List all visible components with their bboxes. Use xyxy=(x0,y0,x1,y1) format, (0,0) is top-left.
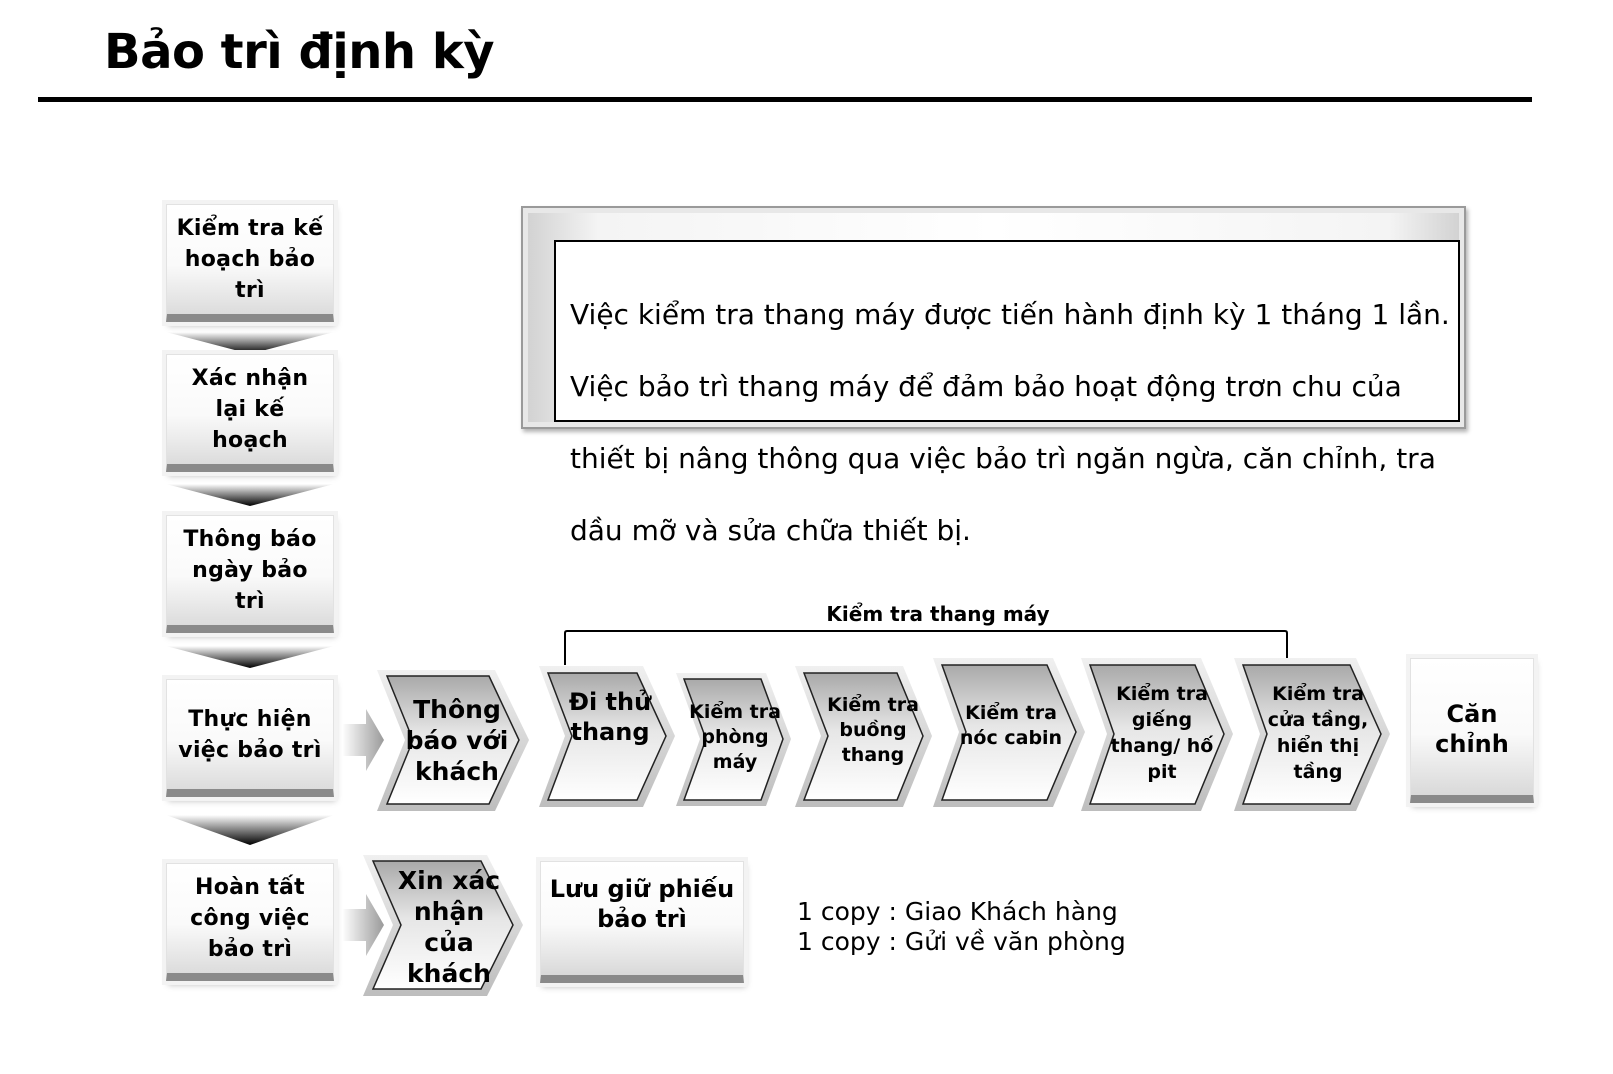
step-adjustment: Căn chỉnh xyxy=(1410,658,1534,803)
chevron-cabin-roof xyxy=(933,658,1085,807)
chevron-landing-door xyxy=(1234,658,1390,811)
chevron-shaft-pit xyxy=(1081,658,1233,811)
step-notify-date: Thông báo ngày bảo trì xyxy=(166,515,334,633)
chevron-label: Đi thử thang xyxy=(568,688,652,746)
description-line: thiết bị nâng thông qua việc bảo trì ngăn ngừa, căn chỉnh, tra xyxy=(570,442,1436,475)
down-arrow-icon xyxy=(166,815,334,845)
down-arrow-icon xyxy=(166,484,334,506)
step-store-report: Lưu giữ phiếu bảo trì xyxy=(540,861,744,983)
step-perform-maintenance: Thực hiện việc bảo trì xyxy=(166,679,334,797)
page-title: Bảo trì định kỳ xyxy=(104,24,495,80)
description-line: Việc bảo trì thang máy để đảm bảo hoạt động trơn chu của xyxy=(570,370,1402,403)
chevron-test-ride xyxy=(539,666,675,807)
chevron-notify-customer xyxy=(377,670,529,811)
chevron-label: Kiểm tra cửa tầng, hiển thị tầng xyxy=(1267,683,1369,783)
copy-line: 1 copy : Giao Khách hàng xyxy=(797,897,1118,926)
chevron-label: Kiểm tra phòng máy xyxy=(689,700,781,773)
chevron-car-cabin xyxy=(795,666,932,807)
chevron-label: Thông báo với khách xyxy=(405,694,509,786)
step-confirm-plan: Xác nhận lại kế hoạch xyxy=(166,354,334,472)
chevron-label: Kiểm tra buồng thang xyxy=(827,693,919,766)
step-check-plan: Kiểm tra kế hoạch bảo trì xyxy=(166,204,334,322)
step-complete-work: Hoàn tất công việc bảo trì xyxy=(166,863,334,981)
chevron-label: Kiểm tra nóc cabin xyxy=(959,702,1063,749)
chevron-label: Xin xác nhận của khách xyxy=(397,866,501,988)
elevator-check-label: Kiểm tra thang máy xyxy=(826,602,1050,626)
chevron-machine-room xyxy=(676,673,791,806)
title-underline xyxy=(38,97,1532,102)
down-arrow-icon xyxy=(166,332,334,354)
chevron-customer-confirmation xyxy=(363,855,523,996)
description-line: dầu mỡ và sửa chữa thiết bị. xyxy=(570,514,971,547)
copy-distribution xyxy=(797,897,1126,957)
chevron-label: Kiểm tra giếng thang/ hố pit xyxy=(1110,683,1214,783)
copy-line: 1 copy : Gửi về văn phòng xyxy=(797,927,1126,956)
down-arrow-icon xyxy=(166,646,334,668)
description-line: Việc kiểm tra thang máy được tiến hành định kỳ 1 tháng 1 lần. xyxy=(570,298,1450,331)
description-text xyxy=(570,261,1482,585)
